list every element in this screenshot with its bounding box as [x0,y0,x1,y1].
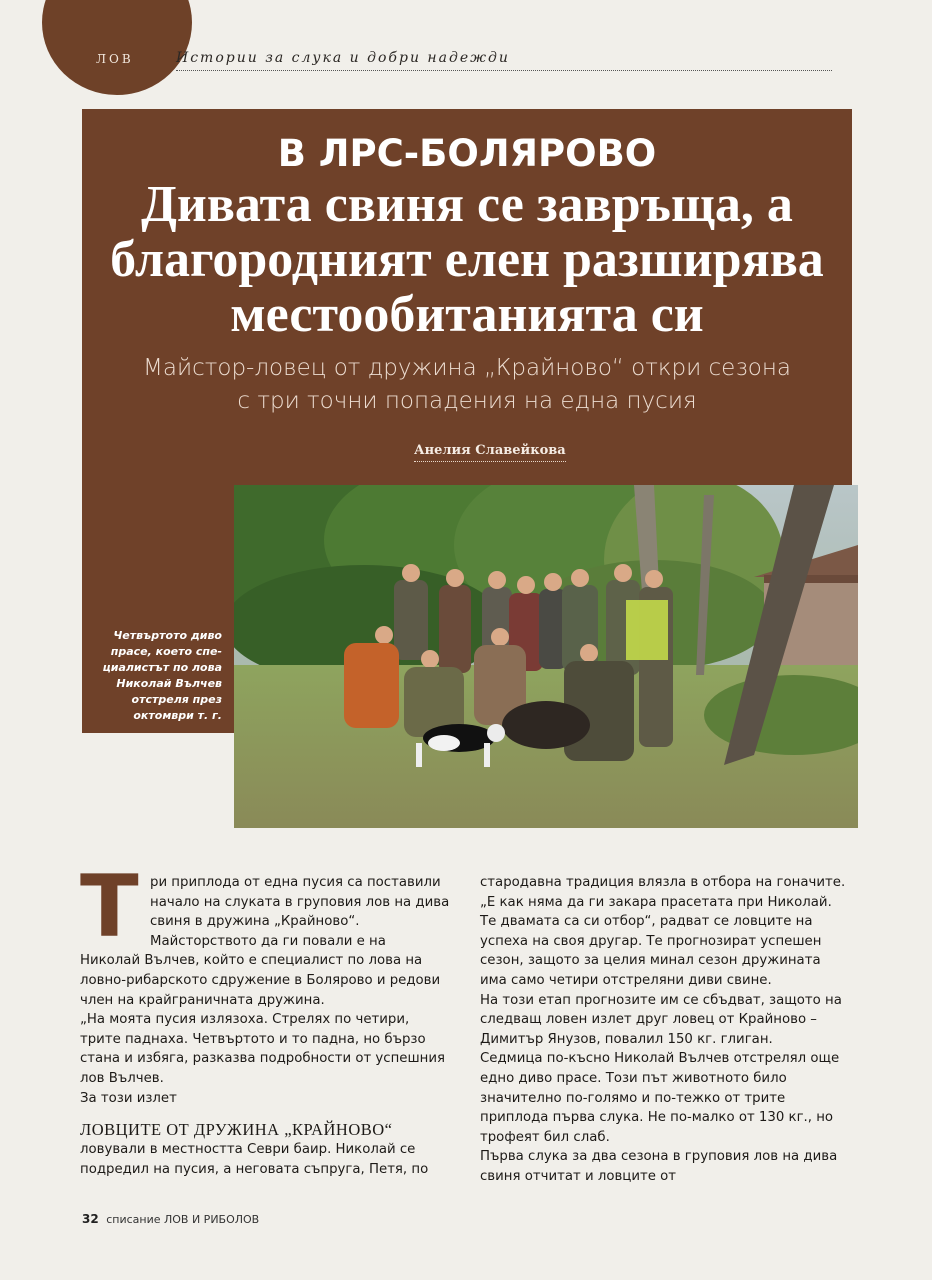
paragraph: ловували в местността Севри баир. Николай се подредил на пусия, а неговата съпруга, Петя, по [80,1142,429,1177]
kicker-text: Истории за слука и добри надежди [176,50,510,66]
overtitle: В ЛРС-БОЛЯРОВО [277,132,657,175]
article-subtitle [82,352,852,418]
caption-line: прасе, което спе- [110,645,222,658]
paragraph: За този излет [80,1090,177,1106]
title-line: благородният елен разширява [110,231,824,288]
subtitle-line: Майстор-ловец от дружина „Крайново“ откри сезона [143,355,791,381]
photo-caption [92,628,222,724]
title-line: местообитанията си [230,286,704,343]
paragraph: „На моята пусия излязоха. Стрелях по четири, трите паднаха. Четвъртото и то падна, но бързо стана и избяга, разказва подробности от успешния лов Вълчев. [80,1012,445,1086]
drop-cap: Т [80,857,139,957]
caption-line: Четвъртото диво [113,629,222,642]
text-column-left [80,857,450,1179]
caption-line: циалистът по лова [102,661,222,674]
caption-line: отстреля през [131,693,222,706]
section-badge [42,0,192,95]
paragraph: На този етап прогнозите им се сбъдват, защото на следващ ловен излет друг ловец от Крайново – Димитър Янузов, повалил 150 кг. глиган. [480,992,842,1047]
paragraph: Седмица по-късно Николай Вълчев отстрелял още едно диво прасе. Този път животното било значително по-голямо и по-тежко от трите приплода първа слука. Не по-малко от 130 кг., но трофеят бил слаб. [480,1051,840,1145]
paragraph: Първа слука за два сезона в груповия лов на дива свиня отчитат и ловците от [480,1149,838,1184]
article-title [82,177,852,342]
title-line: Дивата свиня се завръща, а [141,176,793,233]
author-byline: Анелия Славейкова [414,443,566,462]
text-column-right [480,873,850,1187]
section-label: ЛОВ [96,52,134,66]
caption-line: Николай Вълчев [116,677,222,690]
header-dotted-rule [176,70,832,71]
magazine-name: списание ЛОВ И РИБОЛОВ [106,1213,260,1226]
subheading: ЛОВЦИТЕ ОТ ДРУЖИНА „КРАЙНОВО“ [80,1120,393,1140]
page-number: 32 [82,1212,99,1226]
subtitle-line: с три точни попадения на една пусия [237,388,697,414]
hunters-group-photo [234,485,858,828]
paragraph [80,857,450,1010]
page-footer [82,1212,259,1226]
paragraph: стародавна традиция влязла в отбора на гоначите. [480,875,846,890]
paragraph-text: ри приплода от една пусия са поставили начало на слуката в груповия лов на дива свиня в дружина „Крайново“. Майсторството да ги повали е на Николай Вълчев, който е специалист по лова на ловно-рибарското сдружение в Болярово и редови член на крайграничната дружина. [80,875,450,1008]
caption-line: октомври т. г. [133,709,222,722]
paragraph: „Е как няма да ги закара прасетата при Николай. Те двамата са си отбор“, радват се ловците на успеха на своя другар. Те прогнозират успешен сезон, защото за целия минал сезон дружината има само четири отстреляни диви свине. [480,894,832,988]
